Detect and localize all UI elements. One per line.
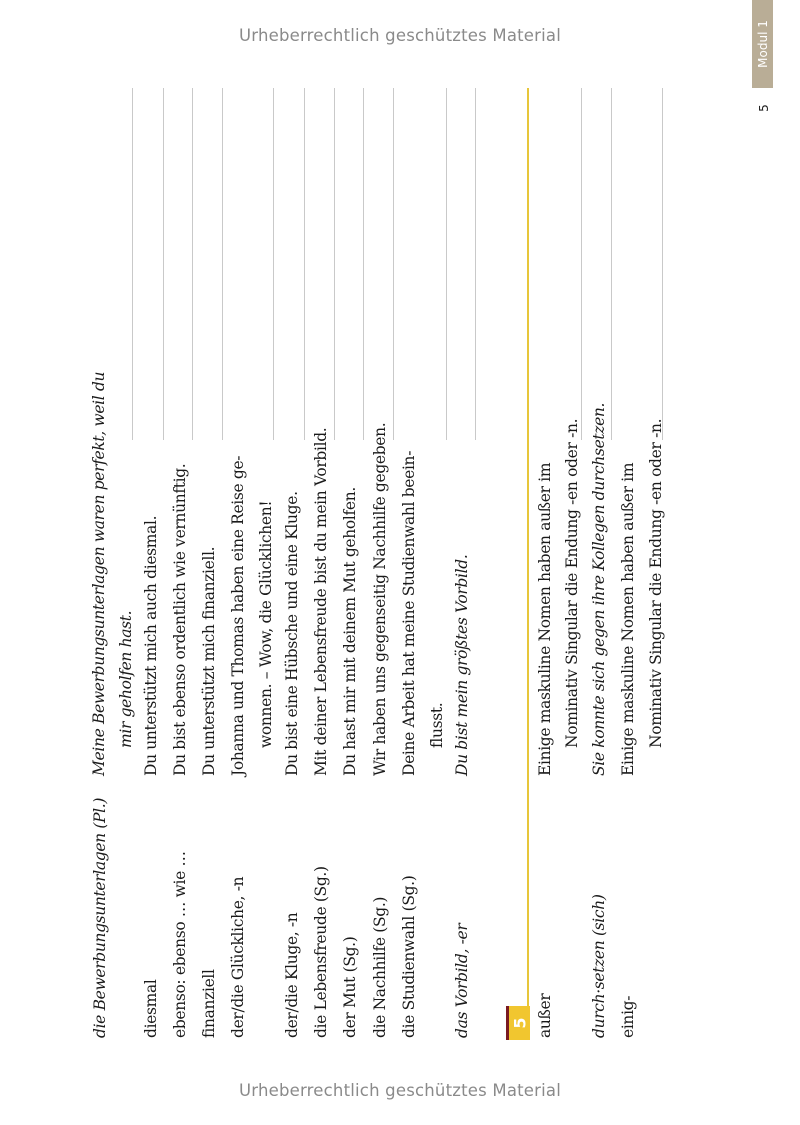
row-divider bbox=[662, 88, 663, 440]
example-sentence: Einige maskuline Nomen haben außer im bbox=[536, 462, 554, 776]
vocab-term: die Studienwahl (Sg.) bbox=[400, 875, 418, 1038]
example-sentence: flusst. bbox=[428, 702, 446, 748]
example-sentence: mir geholfen hast. bbox=[117, 610, 135, 748]
example-sentence: Meine Bewerbungsunterlagen waren perfekt, weil du bbox=[90, 371, 108, 776]
example-sentence: Deine Arbeit hat meine Studienwahl beein- bbox=[400, 450, 418, 776]
example-sentence: Du bist mein größtes Vorbild. bbox=[453, 554, 471, 776]
vocab-term: finanziell bbox=[200, 969, 218, 1038]
example-sentence: Du bist eine Hübsche und eine Kluge. bbox=[283, 491, 301, 776]
row-divider bbox=[192, 88, 193, 440]
example-sentence: Du hast mir mit deinem Mut geholfen. bbox=[341, 487, 359, 776]
example-sentence: Mit deiner Lebensfreude bist du mein Vorbild. bbox=[312, 427, 330, 776]
section-number-badge: 5 bbox=[506, 1006, 530, 1040]
example-sentence: Du unterstützt mich finanziell. bbox=[200, 546, 218, 776]
vocab-term: außer bbox=[536, 993, 554, 1038]
vocab-term: der/die Glückliche, -n bbox=[229, 876, 247, 1038]
row-divider bbox=[363, 88, 364, 440]
vocab-term: die Lebensfreude (Sg.) bbox=[312, 866, 330, 1038]
row-divider bbox=[446, 88, 447, 440]
example-sentence: Sie konnte sich gegen ihre Kollegen durchsetzen. bbox=[590, 402, 608, 776]
vocab-term: die Nachhilfe (Sg.) bbox=[371, 896, 389, 1038]
copyright-watermark-top: Urheberrechtlich geschütztes Material bbox=[238, 26, 562, 45]
example-sentence: Johanna und Thomas haben eine Reise ge- bbox=[229, 455, 247, 776]
example-sentence: Nominativ Singular die Endung -en oder -n. bbox=[563, 418, 581, 748]
row-divider bbox=[334, 88, 335, 440]
row-divider bbox=[163, 88, 164, 440]
vocab-term: das Vorbild, -er bbox=[453, 923, 471, 1038]
example-sentence: wonnen. – Wow, die Glücklichen! bbox=[257, 500, 275, 748]
row-divider bbox=[273, 88, 274, 440]
row-divider bbox=[304, 88, 305, 440]
vocab-term: durch·setzen (sich) bbox=[590, 894, 608, 1038]
row-divider bbox=[611, 88, 612, 440]
vocab-term: ebenso: ebenso … wie … bbox=[171, 851, 189, 1038]
example-sentence: Du bist ebenso ordentlich wie vernünftig. bbox=[171, 463, 189, 776]
row-divider bbox=[475, 88, 476, 440]
example-sentence: Wir haben uns gegenseitig Nachhilfe gegeben. bbox=[371, 422, 389, 776]
row-divider bbox=[222, 88, 223, 440]
vocab-term: der Mut (Sg.) bbox=[341, 936, 359, 1038]
section-divider bbox=[527, 88, 529, 1035]
example-sentence: Einige maskuline Nomen haben außer im bbox=[619, 462, 637, 776]
row-divider bbox=[581, 88, 582, 440]
vocab-term: diesmal bbox=[142, 979, 160, 1038]
example-sentence: Du unterstützt mich auch diesmal. bbox=[142, 515, 160, 776]
vocab-term: der/die Kluge, -n bbox=[283, 912, 301, 1038]
copyright-watermark-bottom: Urheberrechtlich geschütztes Material bbox=[238, 1081, 562, 1100]
vocab-term: die Bewerbungsunterlagen (Pl.) bbox=[91, 797, 109, 1038]
vocab-term: einig- bbox=[619, 995, 637, 1038]
module-tab bbox=[752, 0, 773, 88]
row-divider bbox=[132, 88, 133, 440]
example-sentence: Nominativ Singular die Endung -en oder -n. bbox=[647, 418, 665, 748]
page-number: 5 bbox=[757, 104, 771, 112]
row-divider bbox=[393, 88, 394, 440]
module-tab-label: Modul 1 bbox=[755, 20, 770, 68]
